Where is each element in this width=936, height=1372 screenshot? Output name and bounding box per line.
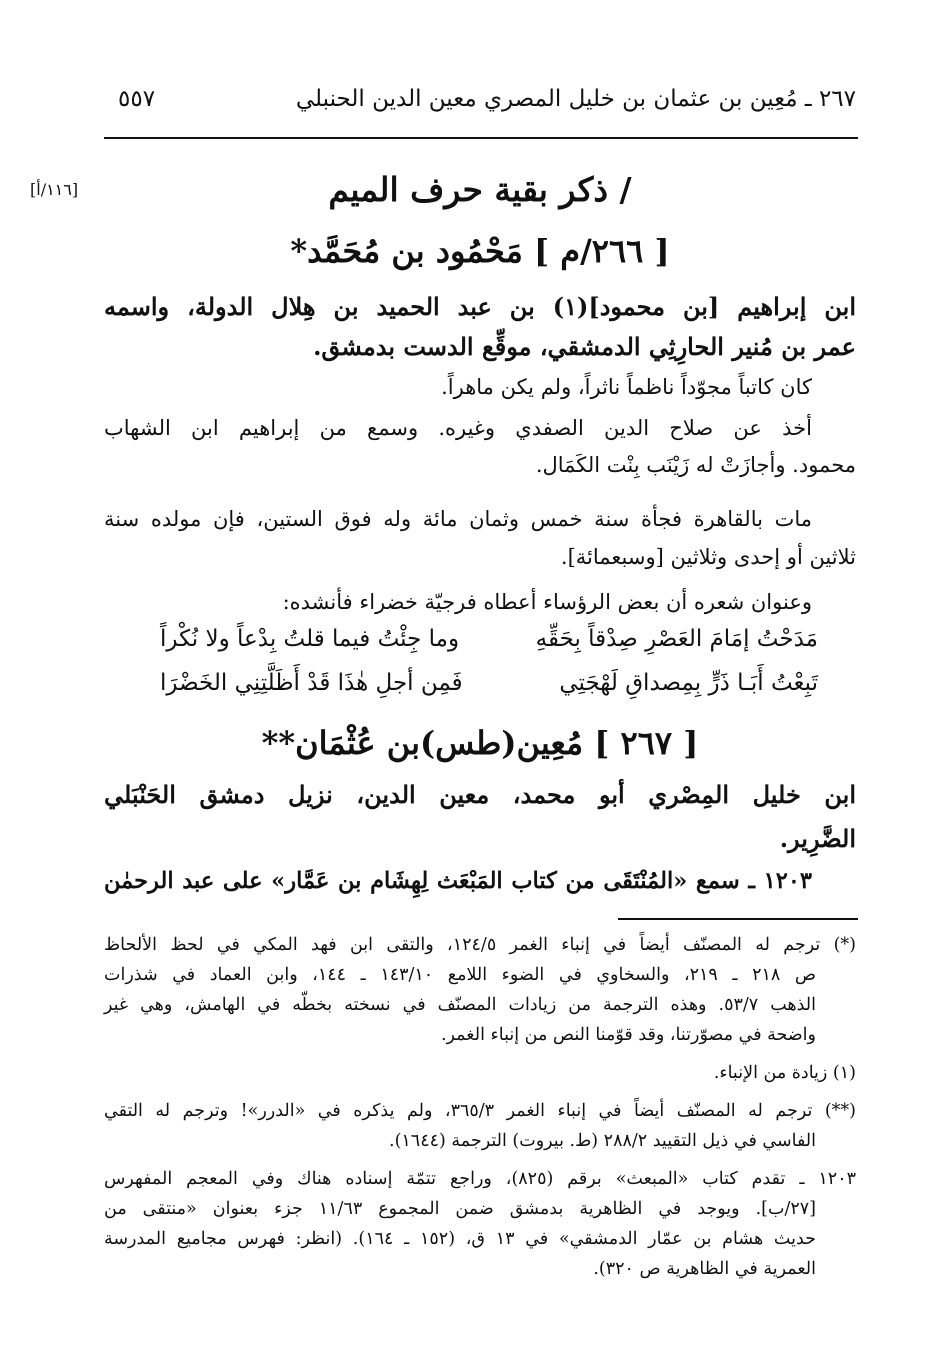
running-head [104,86,856,126]
footnote-1: (١) زيادة من الإنباء. [713,1063,856,1083]
footnote-1203-line-3: حديث هشام بن عمّار الدمشقي» في ١٣ ق، (١٥٢ ـ ١٦٤). (انظر: فهرس مجاميع المدرسة [104,1229,816,1249]
entry-267-line-1: ابن خليل المِصْري أبو محمد، معين الدين، نزيل دمشق الحَنْبَلي [104,780,856,809]
entry-266-line-3: كان كاتباً مجوّداً ناظماً ناثراً، ولم يكن ماهراً. [441,375,812,399]
entry-266-heading: [ ٢٦٦/م ] مَحْمُود بن مُحَمَّد* [290,232,670,270]
entry-267-heading: [ ٢٦٧ ] مُعِين(طس)بن عُثْمَان** [261,724,699,762]
verse-1-first-hemistich: مَدَحْتُ إمَامَ العَصْرِ صِدْقاً بِحَقِّهِ [535,626,818,652]
footnote-1203-line-4: العمرية في الظاهرية ص ٣٢٠). [593,1259,816,1279]
page-number: ٥٥٧ [118,86,156,112]
verse-2-second-hemistich: فَمِن أجلِ هٰذَا قَدْ أَظَلَّتِنِي الخَضْرَا [160,670,463,696]
footnote-star-line-4: واضحة في مصوّرتنا، وقد قوّمنا النص من إنباء الغمر. [440,1025,816,1045]
footnote-double-star-line-2: الفاسي في ذيل التقييد ٢٨٨/٢ (ط. بيروت) الترجمة (١٦٤٤). [389,1131,816,1151]
entry-266-line-4: أخذ عن صلاح الدين الصفدي وغيره. وسمع من إبراهيم ابن الشهاب [104,416,812,440]
header-rule [104,137,858,139]
folio-mark: [١١٦/أ] [30,180,79,199]
section-heading: / ذكر بقية حرف الميم [328,170,632,209]
verse-2-first-hemistich: تَبِعْتُ أَبَـا ذَرٍّ بِمِصداقِ لَهْجَتِي [559,670,818,696]
footnote-1203-line-2: [٢٧/ب]. ويوجد في الظاهرية بدمشق ضمن المجموع ١١/٦٣ جزء بعنوان «منتقى من [104,1199,816,1219]
entry-267-line-2: الضَّرِير. [779,824,856,853]
footnote-star-line-2: ص ٢١٨ ـ ٢١٩، والسخاوي في الضوء اللامع ١٤٣/١٠ ـ ١٤٤، وابن العماد في شذرات [104,965,816,985]
footnote-star-line-1: (*) ترجم له المصنّف أيضاً في إنباء الغمر ١٢٤/٥، والتقى ابن فهد المكي في لحظ الألحاظ [104,935,856,955]
footnote-star-line-3: الذهب ٥٣/٧. وهذه الترجمة من زيادات المصنّف في نسخته بخطّه في الهامش، وهي غير [104,995,816,1015]
entry-266-line-2: عمر بن مُنير الحارِثِي الدمشقي، موقِّع الدست بدمشق. [313,332,856,361]
footnote-double-star-line-1: (**) ترجم له المصنّف أيضاً في إنباء الغمر ٣٦٥/٣، ولم يذكره في «الدرر»! وترجم له التقي [104,1101,856,1121]
footnote-1203-line-1: ١٢٠٣ ـ تقدم كتاب «المبعث» برقم (٨٢٥)، وراجع تتمّة إسناده هناك وفي المعجم المفهرس [104,1169,856,1189]
entry-266-line-8: وعنوان شعره أن بعض الرؤساء أعطاه فرجيّة خضراء فأنشده: [282,590,812,614]
footnote-rule [618,918,858,920]
entry-266-line-5: محمود. وأجازَتْ له زَيْنَب بِنْت الكَمَال. [535,453,856,477]
entry-266-line-7: ثلاثين أو إحدى وثلاثين [وسبعمائة]. [560,545,856,569]
entry-267-line-3: ١٢٠٣ ـ سمع «المُنْتَقَى من كتاب المَبْعَث لِهِشَام بن عَمَّار» على عبد الرحمٰن [104,868,812,894]
entry-266-line-6: مات بالقاهرة فجأة سنة خمس وثمان مائة وله فوق الستين، فإن مولده سنة [104,507,812,531]
running-title: ٢٦٧ ـ مُعِين بن عثمان بن خليل المصري معين الدين الحنبلي [295,86,856,112]
verse-1-second-hemistich: وما جِئْتُ فيما قلتُ بِدْعاً ولا نُكْراً [160,626,460,652]
entry-266-line-1: ابن إبراهيم [بن محمود](١) بن عبد الحميد بن هِلال الدولة، واسمه [104,292,856,321]
